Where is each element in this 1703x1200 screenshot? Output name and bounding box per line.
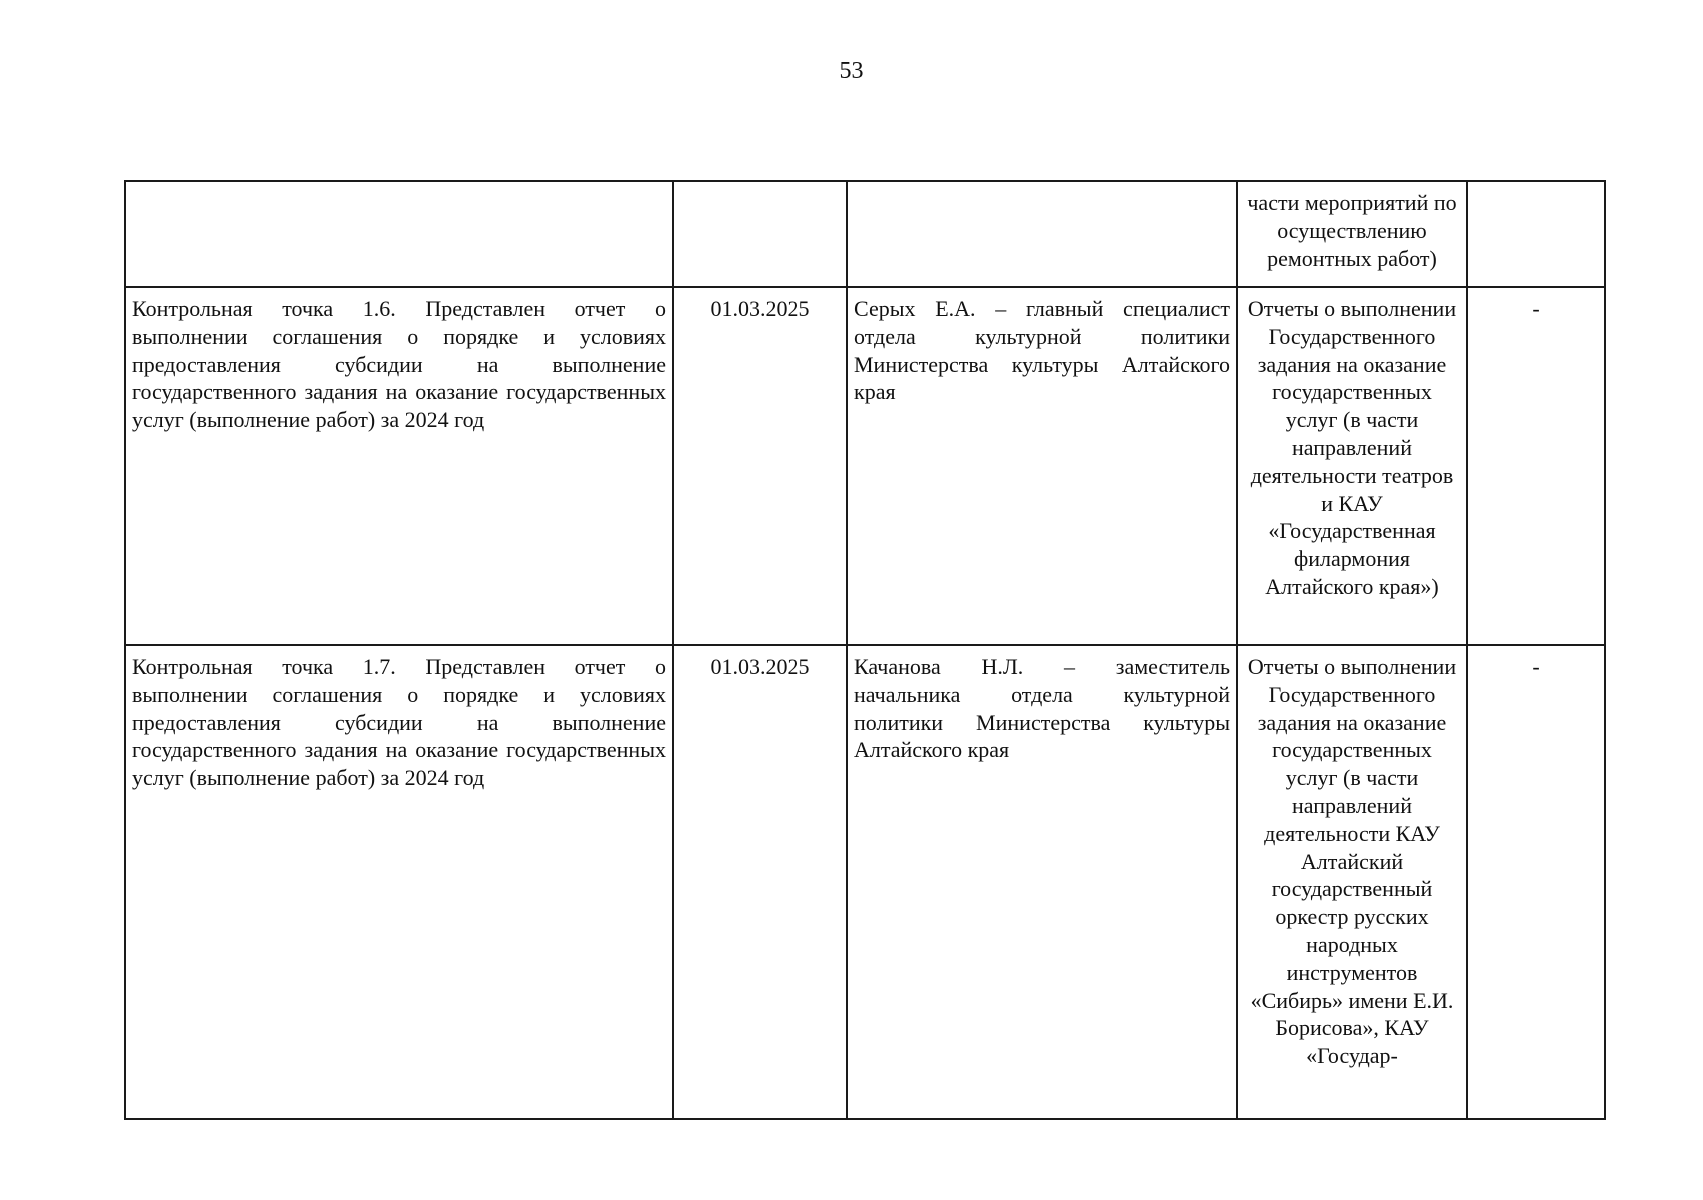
table-row — [125, 181, 1605, 287]
responsible-cell: Качанова Н.Л. – заместитель начальника отдела культурной политики Министерства культуры Алтайского края — [847, 645, 1237, 1119]
description-cell: Контрольная точка 1.6. Представлен отчет о выполнении соглашения о порядке и условиях предоставления субсидии на выполнение государственного задания на оказание государственных услуг (выполнение работ) за 2024 год — [125, 287, 673, 645]
control-points-table — [124, 180, 1606, 1120]
note-cell — [1467, 181, 1605, 287]
date-cell: 01.03.2025 — [673, 287, 847, 645]
date-cell: 01.03.2025 — [673, 645, 847, 1119]
table-row — [125, 645, 1605, 1119]
documents-cell: Отчеты о выполнении Государственного задания на оказание государственных услуг (в части направлений деятельности КАУ Алтайский государственный оркестр русских народных инструментов «Сибирь» имени Е.И. Борисова», КАУ «Государ- — [1237, 645, 1467, 1119]
note-cell: - — [1467, 287, 1605, 645]
page-number: 53 — [839, 58, 864, 84]
documents-cell: части мероприятий по осуществлению ремонтных работ) — [1237, 181, 1467, 287]
date-cell — [673, 181, 847, 287]
responsible-cell — [847, 181, 1237, 287]
documents-cell: Отчеты о выполнении Государственного задания на оказание государственных услуг (в части направлений деятельности театров и КАУ «Государственная филармония Алтайского края») — [1237, 287, 1467, 645]
table-row — [125, 287, 1605, 645]
note-cell: - — [1467, 645, 1605, 1119]
description-cell — [125, 181, 673, 287]
responsible-cell: Серых Е.А. – главный специалист отдела культурной политики Министерства культуры Алтайского края — [847, 287, 1237, 645]
description-cell: Контрольная точка 1.7. Представлен отчет о выполнении соглашения о порядке и условиях предоставления субсидии на выполнение государственного задания на оказание государственных услуг (выполнение работ) за 2024 год — [125, 645, 673, 1119]
